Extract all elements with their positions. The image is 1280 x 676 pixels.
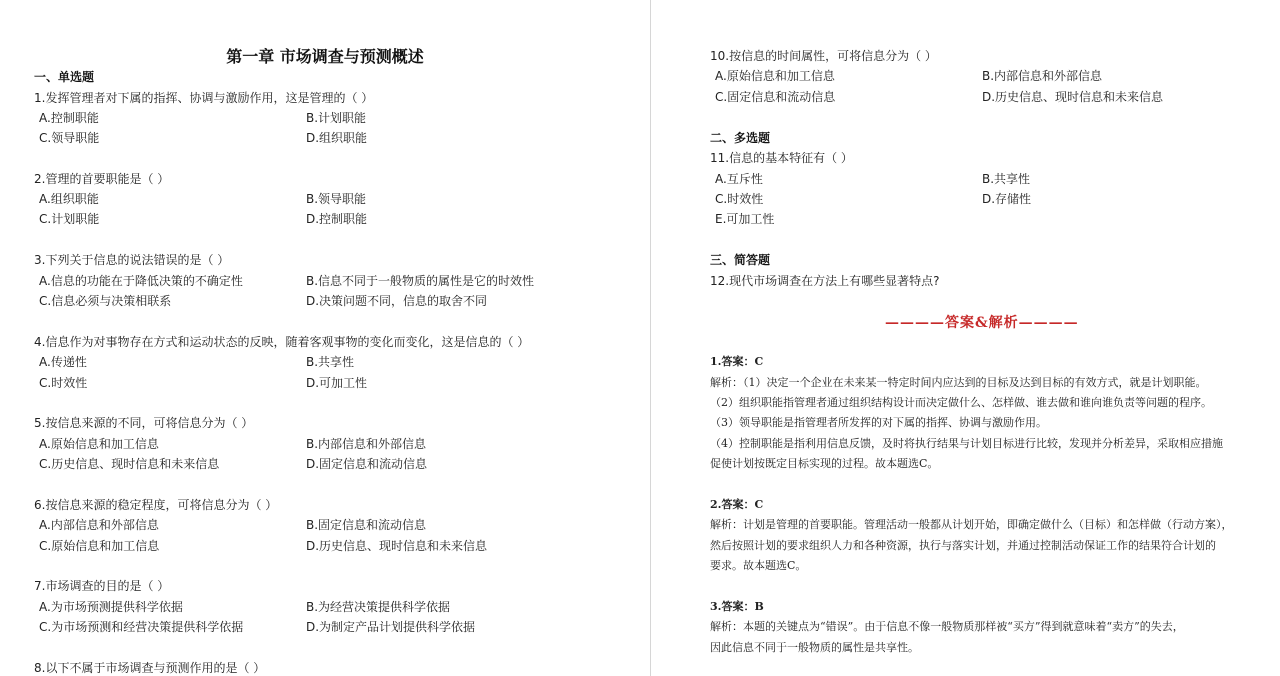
option: D.历史信息、现时信息和未来信息 xyxy=(306,539,488,553)
question-10: 10.按信息的时间属性，可将信息分为（ ） xyxy=(710,49,937,63)
option: A.互斥性 xyxy=(715,172,763,186)
question-3: 3.下列关于信息的说法错误的是（ ） xyxy=(34,253,230,267)
answer-line: 然后按照计划的要求组织人力和各种资源，执行与落实计划，并通过控制活动保证工作的结果符合计划的 xyxy=(710,539,1216,552)
option: A.传递性 xyxy=(39,355,87,369)
option: D.组织职能 xyxy=(306,131,368,145)
section-multi-choice: 二、多选题 xyxy=(710,131,771,145)
chapter-title: 第一章 市场调查与预测概述 xyxy=(226,47,424,66)
option: B.计划职能 xyxy=(306,111,367,125)
answer-line: 要求。故本题选C。 xyxy=(710,559,807,572)
option: D.存储性 xyxy=(982,192,1032,206)
answer-line: 解析：本题的关键点为“错误”。由于信息不像一般物质那样被“买方”得到就意味着“卖方”的失去， xyxy=(710,620,1184,633)
option: B.固定信息和流动信息 xyxy=(306,518,427,532)
section-short-answer: 三、简答题 xyxy=(710,253,771,267)
option: B.内部信息和外部信息 xyxy=(306,437,427,451)
option: C.为市场预测和经营决策提供科学依据 xyxy=(39,620,244,634)
section-single-choice: 一、单选题 xyxy=(34,70,95,84)
answer-1-heading: 1.答案：C xyxy=(710,355,764,368)
option: C.领导职能 xyxy=(39,131,100,145)
answer-line: （2）组织职能指管理者通过组织结构设计而决定做什么、怎样做、谁去做和谁向谁负责等问题的程序。 xyxy=(710,396,1212,409)
option: C.时效性 xyxy=(39,376,88,390)
option: B.信息不同于一般物质的属性是它的时效性 xyxy=(306,274,535,288)
option: D.可加工性 xyxy=(306,376,368,390)
answer-section-title: ————答案&解析———— xyxy=(885,315,1079,331)
option: B.为经营决策提供科学依据 xyxy=(306,600,451,614)
question-2: 2.管理的首要职能是（ ） xyxy=(34,172,170,186)
question-7: 7.市场调查的目的是（ ） xyxy=(34,579,170,593)
option: C.计划职能 xyxy=(39,212,100,226)
answer-line: 因此信息不同于一般物质的属性是共享性。 xyxy=(710,641,919,654)
option: B.共享性 xyxy=(306,355,355,369)
option: A.原始信息和加工信息 xyxy=(715,69,835,83)
right-page xyxy=(651,0,1280,676)
option: C.历史信息、现时信息和未来信息 xyxy=(39,457,220,471)
answer-3-heading: 3.答案：B xyxy=(710,600,764,613)
option: D.历史信息、现时信息和未来信息 xyxy=(982,90,1164,104)
option: A.控制职能 xyxy=(39,111,99,125)
option: C.固定信息和流动信息 xyxy=(715,90,836,104)
question-8: 8.以下不属于市场调查与预测作用的是（ ） xyxy=(34,661,266,675)
option: D.为制定产品计划提供科学依据 xyxy=(306,620,476,634)
question-6: 6.按信息来源的稳定程度，可将信息分为（ ） xyxy=(34,498,278,512)
answer-line: 解析：计划是管理的首要职能。管理活动一般都从计划开始，即确定做什么（目标）和怎样做（行动方案）， xyxy=(710,518,1233,531)
answer-line: （4）控制职能是指利用信息反馈，及时将执行结果与计划目标进行比较，发现并分析差异，采取相应措施 xyxy=(710,437,1223,450)
option: B.领导职能 xyxy=(306,192,367,206)
option: C.时效性 xyxy=(715,192,764,206)
option: A.信息的功能在于降低决策的不确定性 xyxy=(39,274,243,288)
question-4: 4.信息作为对事物存在方式和运动状态的反映，随着客观事物的变化而变化，这是信息的（ ） xyxy=(34,335,530,349)
option: D.固定信息和流动信息 xyxy=(306,457,428,471)
option: B.内部信息和外部信息 xyxy=(982,69,1103,83)
option: C.原始信息和加工信息 xyxy=(39,539,160,553)
option: C.信息必须与决策相联系 xyxy=(39,294,172,308)
question-1: 1.发挥管理者对下属的指挥、协调与激励作用，这是管理的（ ） xyxy=(34,91,374,105)
question-12: 12.现代市场调查在方法上有哪些显著特点? xyxy=(710,274,940,288)
option: A.内部信息和外部信息 xyxy=(39,518,159,532)
answer-2-heading: 2.答案：C xyxy=(710,498,764,511)
question-5: 5.按信息来源的不同，可将信息分为（ ） xyxy=(34,416,254,430)
option: A.组织职能 xyxy=(39,192,99,206)
option: D.决策问题不同，信息的取舍不同 xyxy=(306,294,488,308)
option: B.共享性 xyxy=(982,172,1031,186)
answer-line: 促使计划按既定目标实现的过程。故本题选C。 xyxy=(710,457,939,470)
option: E.可加工性 xyxy=(715,212,775,226)
answer-line: （3）领导职能是指管理者所发挥的对下属的指挥、协调与激励作用。 xyxy=(710,416,1047,429)
option: A.原始信息和加工信息 xyxy=(39,437,159,451)
answer-line: 解析：（1）决定一个企业在未来某一特定时间内应达到的目标及达到目标的有效方式，就是计划职能。 xyxy=(710,376,1207,389)
option: A.为市场预测提供科学依据 xyxy=(39,600,183,614)
question-11: 11.信息的基本特征有（ ） xyxy=(710,151,853,165)
option: D.控制职能 xyxy=(306,212,368,226)
